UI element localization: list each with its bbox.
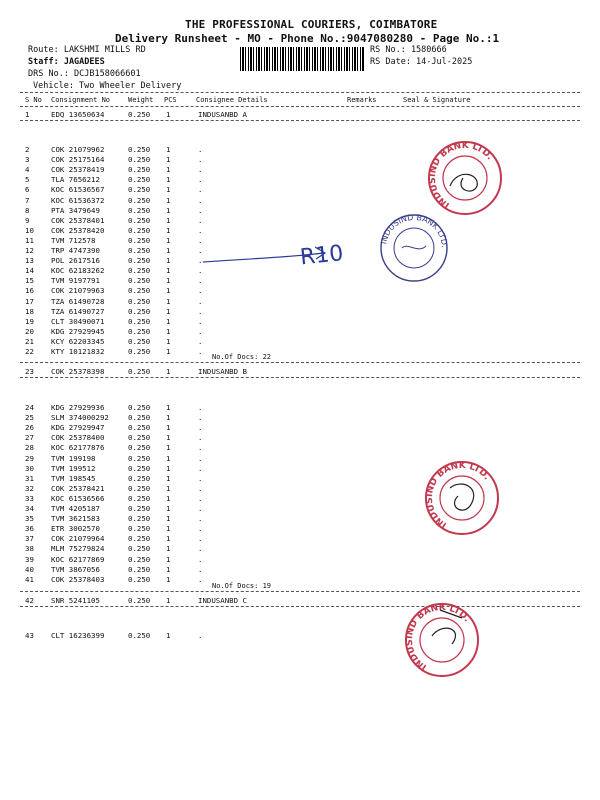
- row-consignment: CLT 30490071: [51, 316, 105, 326]
- row-weight: 0.250: [128, 493, 151, 503]
- row-sno: 11: [25, 235, 34, 245]
- row-sno: 36: [25, 524, 34, 534]
- row-pcs: 1: [166, 235, 171, 245]
- row-consignment: KOC 61536372: [51, 195, 105, 205]
- header-divider-top: [20, 92, 580, 93]
- row-pcs: 1: [166, 544, 171, 554]
- row-pcs: 1: [166, 225, 171, 235]
- row-consignee: .: [198, 175, 203, 185]
- row-pcs: 1: [166, 574, 171, 584]
- row-pcs: 1: [166, 306, 171, 316]
- row-consignment: KCY 62203345: [51, 336, 105, 346]
- staff-label: Staff: JAGADEES: [28, 57, 105, 67]
- blue-bank-stamp: [378, 212, 450, 284]
- row-sno: 39: [25, 554, 34, 564]
- row-consignment: TVM 3621583: [51, 514, 100, 524]
- row-consignee: .: [198, 246, 203, 255]
- row-consignee: .: [198, 463, 203, 473]
- row-pcs: 1: [166, 256, 171, 266]
- row-head-sno: 23: [25, 367, 34, 376]
- row-consignment: COK 25378420: [51, 225, 105, 235]
- row-head-weight: 0.250: [128, 110, 151, 119]
- row-consignment: TZA 61490728: [51, 296, 105, 306]
- company-title: THE PROFESSIONAL COURIERS, COIMBATORE: [185, 18, 438, 31]
- row-weight: 0.250: [128, 544, 151, 554]
- row-weight: 0.250: [128, 316, 151, 326]
- row-sno: 8: [25, 205, 30, 215]
- row-consignment: COK 25378401: [51, 215, 105, 225]
- row-consignment: KDG 27929945: [51, 326, 105, 336]
- row-consignment: COK 21079963: [51, 286, 105, 296]
- row-consignment: TZA 61490727: [51, 306, 105, 316]
- svg-text:INDUSIND BANK LTD.: INDUSIND BANK LTD.: [379, 212, 450, 249]
- row-consignment: POL 2617516: [51, 256, 100, 266]
- row-consignment: SLM 374000292: [51, 413, 109, 423]
- row-head-consignment: EDQ 13650634: [51, 110, 105, 119]
- runsheet-subtitle: Delivery Runsheet - MO - Phone No.:9047080280 - Page No.:1: [115, 32, 500, 45]
- row-weight: 0.250: [128, 195, 151, 205]
- drs-number: DRS No.: DCJB158066601: [28, 69, 141, 79]
- row-consignee: .: [198, 326, 203, 336]
- row-weight: 0.250: [128, 175, 151, 185]
- row-sno: 4: [25, 165, 30, 175]
- row-weight: 0.250: [128, 483, 151, 493]
- row-consignment: TVM 9197791: [51, 276, 100, 286]
- row-weight: 0.250: [128, 145, 151, 154]
- row-consignee: .: [198, 423, 203, 433]
- row-consignee: .: [198, 306, 203, 316]
- row-sno: 13: [25, 256, 34, 266]
- row-consignment: KOC 62177876: [51, 443, 105, 453]
- row-consignment: TVM 3867056: [51, 564, 100, 574]
- docs-count-b: No.Of Docs: 19: [212, 582, 272, 590]
- row-weight: 0.250: [128, 165, 151, 175]
- row-weight: 0.250: [128, 286, 151, 296]
- row-pcs: 1: [166, 326, 171, 336]
- row-consignment: MLM 75279824: [51, 544, 105, 554]
- row-consignment: KOC 62183262: [51, 266, 105, 276]
- row-weight: 0.250: [128, 463, 151, 473]
- row-sno: 3: [25, 155, 30, 165]
- row-pcs: 1: [166, 504, 171, 513]
- row-sno: 21: [25, 336, 34, 346]
- col-header-seal: Seal & Signature: [403, 96, 471, 104]
- row-sno: 31: [25, 473, 34, 483]
- row-pcs: 1: [166, 185, 171, 195]
- row-consignment: COK 25378421: [51, 483, 105, 493]
- row-consignee: .: [198, 631, 203, 640]
- row-head-consignee: INDUSANBD A: [198, 110, 247, 119]
- row-sno: 2: [25, 145, 30, 154]
- row-consignee: .: [198, 483, 203, 493]
- row-consignee: .: [198, 185, 203, 195]
- col-header-details: Consignee Details: [196, 96, 268, 104]
- row-consignee: .: [198, 155, 203, 165]
- row-consignment: KDG 27929936: [51, 403, 105, 412]
- row-weight: 0.250: [128, 266, 151, 276]
- row-sno: 40: [25, 564, 34, 574]
- row-weight: 0.250: [128, 514, 151, 524]
- row-sno: 43: [25, 631, 34, 640]
- row-pcs: 1: [166, 413, 171, 423]
- red-bank-stamp-2: [422, 458, 502, 538]
- row-pcs: 1: [166, 316, 171, 326]
- row-consignee: .: [198, 473, 203, 483]
- rs-number: RS No.: 1580666: [370, 45, 447, 55]
- row-consignee: .: [198, 403, 203, 412]
- group-divider: [20, 120, 580, 121]
- row-sno: 34: [25, 504, 34, 513]
- row-consignment: ETR 3002570: [51, 524, 100, 534]
- row-weight: 0.250: [128, 235, 151, 245]
- row-consignment: TRP 4747390: [51, 246, 100, 255]
- row-head-sno: 42: [25, 596, 34, 605]
- row-consignee: .: [198, 195, 203, 205]
- row-sno: 5: [25, 175, 30, 185]
- row-pcs: 1: [166, 534, 171, 544]
- col-header-weight: Weight: [128, 96, 154, 104]
- row-weight: 0.250: [128, 347, 151, 356]
- row-weight: 0.250: [128, 574, 151, 584]
- row-weight: 0.250: [128, 433, 151, 443]
- row-pcs: 1: [166, 423, 171, 433]
- row-consignment: KOC 62177869: [51, 554, 105, 564]
- row-weight: 0.250: [128, 336, 151, 346]
- row-weight: 0.250: [128, 443, 151, 453]
- row-sno: 19: [25, 316, 34, 326]
- row-pcs: 1: [166, 145, 171, 154]
- row-pcs: 1: [166, 266, 171, 276]
- row-pcs: 1: [166, 205, 171, 215]
- row-consignee: .: [198, 524, 203, 534]
- row-consignee: .: [198, 514, 203, 524]
- red-bank-stamp-3: [402, 600, 482, 680]
- row-pcs: 1: [166, 215, 171, 225]
- row-weight: 0.250: [128, 524, 151, 534]
- row-pcs: 1: [166, 336, 171, 346]
- row-pcs: 1: [166, 155, 171, 165]
- row-sno: 28: [25, 443, 34, 453]
- row-head-sno: 1: [25, 110, 30, 119]
- row-consignee: .: [198, 296, 203, 306]
- row-sno: 17: [25, 296, 34, 306]
- row-consignment: TVM 712578: [51, 235, 96, 245]
- header-divider-bottom: [20, 106, 580, 107]
- vehicle-label: Vehicle: Two Wheeler Delivery: [33, 81, 182, 91]
- row-consignee: .: [198, 215, 203, 225]
- row-weight: 0.250: [128, 423, 151, 433]
- row-head-pcs: 1: [166, 110, 171, 119]
- row-consignment: KDG 27929947: [51, 423, 105, 433]
- barcode: [240, 47, 365, 71]
- row-consignee: .: [198, 266, 203, 276]
- svg-text:INDUSIND BANK LTD.: INDUSIND BANK LTD.: [404, 602, 472, 672]
- row-pcs: 1: [166, 195, 171, 205]
- row-consignment: COK 21079962: [51, 145, 105, 154]
- row-pcs: 1: [166, 296, 171, 306]
- row-weight: 0.250: [128, 246, 151, 255]
- group-divider: [20, 606, 580, 607]
- row-consignment: KOC 61536567: [51, 185, 105, 195]
- col-header-pcs: PCS: [164, 96, 177, 104]
- row-sno: 38: [25, 544, 34, 554]
- row-consignee: .: [198, 534, 203, 544]
- docs-count-a: No.Of Docs: 22: [212, 353, 272, 361]
- row-weight: 0.250: [128, 276, 151, 286]
- rs-date: RS Date: 14-Jul-2025: [370, 57, 473, 67]
- row-pcs: 1: [166, 631, 171, 640]
- row-weight: 0.250: [128, 256, 151, 266]
- row-weight: 0.250: [128, 473, 151, 483]
- row-consignee: .: [198, 316, 203, 326]
- row-consignee: .: [198, 544, 203, 554]
- row-consignee: .: [198, 205, 203, 215]
- row-pcs: 1: [166, 246, 171, 255]
- row-sno: 20: [25, 326, 34, 336]
- row-sno: 14: [25, 266, 34, 276]
- row-pcs: 1: [166, 564, 171, 574]
- row-consignment: TVM 4205187: [51, 504, 100, 513]
- row-consignee: .: [198, 443, 203, 453]
- row-sno: 9: [25, 215, 30, 225]
- row-sno: 33: [25, 493, 34, 503]
- col-header-sno: S No: [25, 96, 42, 104]
- row-weight: 0.250: [128, 215, 151, 225]
- row-sno: 37: [25, 534, 34, 544]
- row-consignment: KTY 10121832: [51, 347, 105, 356]
- row-consignment: COK 25175164: [51, 155, 105, 165]
- row-sno: 12: [25, 246, 34, 255]
- row-consignee: .: [198, 433, 203, 443]
- row-head-consignee: INDUSANBD B: [198, 367, 247, 376]
- row-weight: 0.250: [128, 413, 151, 423]
- row-consignee: .: [198, 564, 203, 574]
- row-consignment: COK 21079964: [51, 534, 105, 544]
- row-sno: 26: [25, 423, 34, 433]
- row-head-weight: 0.250: [128, 367, 151, 376]
- col-header-consignment: Consignment No: [51, 96, 111, 104]
- row-consignee: .: [198, 493, 203, 503]
- row-pcs: 1: [166, 463, 171, 473]
- row-weight: 0.250: [128, 504, 151, 513]
- row-pcs: 1: [166, 524, 171, 534]
- row-consignment: TVM 198545: [51, 473, 96, 483]
- row-pcs: 1: [166, 493, 171, 503]
- row-consignment: COK 25378400: [51, 433, 105, 443]
- row-pcs: 1: [166, 175, 171, 185]
- row-pcs: 1: [166, 165, 171, 175]
- row-pcs: 1: [166, 276, 171, 286]
- row-consignee: .: [198, 554, 203, 564]
- row-consignee: .: [198, 504, 203, 513]
- row-weight: 0.250: [128, 326, 151, 336]
- row-sno: 27: [25, 433, 34, 443]
- row-weight: 0.250: [128, 631, 151, 640]
- row-consignee: .: [198, 347, 203, 356]
- row-weight: 0.250: [128, 453, 151, 463]
- row-consignee: .: [198, 145, 203, 154]
- handwritten-r10: R10: [298, 241, 345, 271]
- row-sno: 41: [25, 574, 34, 584]
- row-head-consignment: SNR 5241105: [51, 596, 100, 605]
- row-weight: 0.250: [128, 205, 151, 215]
- row-consignee: .: [198, 574, 203, 584]
- row-pcs: 1: [166, 403, 171, 412]
- row-consignee: .: [198, 256, 203, 266]
- row-weight: 0.250: [128, 534, 151, 544]
- row-pcs: 1: [166, 443, 171, 453]
- row-sno: 16: [25, 286, 34, 296]
- row-pcs: 1: [166, 286, 171, 296]
- row-weight: 0.250: [128, 306, 151, 316]
- row-sno: 10: [25, 225, 34, 235]
- svg-text:INDUSIND BANK LTD.: INDUSIND BANK LTD.: [427, 140, 495, 210]
- row-weight: 0.250: [128, 225, 151, 235]
- row-consignee: .: [198, 413, 203, 423]
- row-weight: 0.250: [128, 403, 151, 412]
- row-pcs: 1: [166, 453, 171, 463]
- row-weight: 0.250: [128, 554, 151, 564]
- row-consignment: KOC 61536566: [51, 493, 105, 503]
- row-pcs: 1: [166, 554, 171, 564]
- row-pcs: 1: [166, 514, 171, 524]
- row-consignment: TVM 199198: [51, 453, 96, 463]
- row-consignee: .: [198, 453, 203, 463]
- group-divider: [20, 377, 580, 378]
- row-weight: 0.250: [128, 296, 151, 306]
- row-sno: 35: [25, 514, 34, 524]
- row-head-pcs: 1: [166, 596, 171, 605]
- row-consignee: .: [198, 165, 203, 175]
- row-consignee: .: [198, 225, 203, 235]
- row-head-consignment: COK 25378398: [51, 367, 105, 376]
- row-consignment: COK 25378419: [51, 165, 105, 175]
- row-consignment: CLT 16236399: [51, 631, 105, 640]
- row-consignee: .: [198, 276, 203, 286]
- row-consignment: PTA 3479649: [51, 205, 100, 215]
- group-divider: [20, 362, 580, 363]
- row-sno: 6: [25, 185, 30, 195]
- red-bank-stamp-1: [425, 138, 505, 218]
- svg-text:INDUSIND BANK LTD.: INDUSIND BANK LTD.: [424, 460, 492, 530]
- row-pcs: 1: [166, 433, 171, 443]
- row-sno: 24: [25, 403, 34, 412]
- row-pcs: 1: [166, 473, 171, 483]
- row-consignee: .: [198, 336, 203, 346]
- row-sno: 15: [25, 276, 34, 286]
- row-weight: 0.250: [128, 564, 151, 574]
- row-sno: 30: [25, 463, 34, 473]
- row-sno: 18: [25, 306, 34, 316]
- row-pcs: 1: [166, 347, 171, 356]
- row-sno: 32: [25, 483, 34, 493]
- row-consignee: .: [198, 235, 203, 245]
- handwritten-arrow-note: [195, 235, 355, 275]
- row-consignee: .: [198, 286, 203, 296]
- row-consignment: TLA 7656212: [51, 175, 100, 185]
- row-head-weight: 0.250: [128, 596, 151, 605]
- row-weight: 0.250: [128, 155, 151, 165]
- row-consignment: TVM 199512: [51, 463, 96, 473]
- row-sno: 29: [25, 453, 34, 463]
- row-head-pcs: 1: [166, 367, 171, 376]
- route-label: Route: LAKSHMI MILLS RD: [28, 45, 146, 55]
- row-pcs: 1: [166, 483, 171, 493]
- row-consignment: COK 25378403: [51, 574, 105, 584]
- col-header-remarks: Remarks: [347, 96, 377, 104]
- group-divider: [20, 591, 580, 592]
- row-head-consignee: INDUSANBD C: [198, 596, 247, 605]
- row-sno: 25: [25, 413, 34, 423]
- row-sno: 7: [25, 195, 30, 205]
- row-sno: 22: [25, 347, 34, 356]
- row-weight: 0.250: [128, 185, 151, 195]
